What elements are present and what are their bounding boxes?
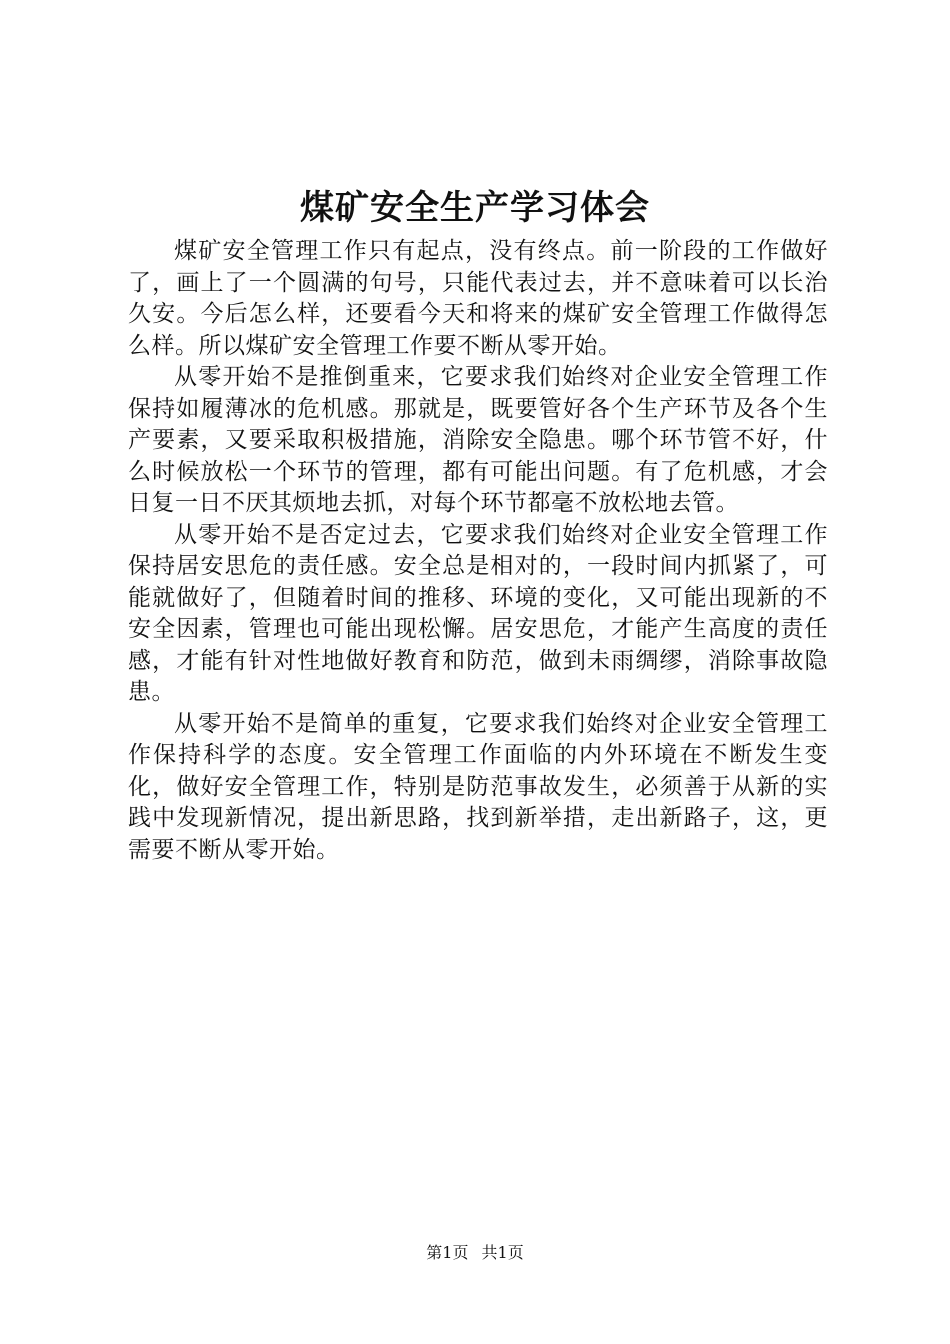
document-title: 煤矿安全生产学习体会 [300, 188, 650, 228]
document-body [128, 236, 828, 866]
page-total: 共1页 [481, 1243, 524, 1262]
page-footer [0, 1242, 950, 1264]
paragraph-2: 从零开始不是推倒重来，它要求我们始终对企业安全管理工作保持如履薄冰的危机感。那就是，既要管好各个生产环节及各个生产要素，又要采取积极措施，消除安全隐患。哪个环节管不好，什么时候放松一个环节的管理，都有可能出问题。有了危机感，才会日复一日不厌其烦地去抓，对每个环节都毫不放松地去管。 [128, 364, 828, 516]
paragraph-3: 从零开始不是否定过去，它要求我们始终对企业安全管理工作保持居安思危的责任感。安全总是相对的，一段时间内抓紧了，可能就做好了，但随着时间的推移、环境的变化，又可能出现新的不安全因素，管理也可能出现松懈。居安思危，才能产生高度的责任感，才能有针对性地做好教育和防范，做到未雨绸缪，消除事故隐患。 [128, 521, 828, 705]
page-number: 第1页 [426, 1243, 469, 1262]
paragraph-4: 从零开始不是简单的重复，它要求我们始终对企业安全管理工作保持科学的态度。安全管理工作面临的内外环境在不断发生变化，做好安全管理工作，特别是防范事故发生，必须善于从新的实践中发现新情况，提出新思路，找到新举措，走出新路子，这，更需要不断从零开始。 [128, 710, 828, 863]
paragraph-1: 煤矿安全管理工作只有起点，没有终点。前一阶段的工作做好了，画上了一个圆满的句号，只能代表过去，并不意味着可以长治久安。今后怎么样，还要看今天和将来的煤矿安全管理工作做得怎么样。所以煤矿安全管理工作要不断从零开始。 [128, 238, 828, 359]
